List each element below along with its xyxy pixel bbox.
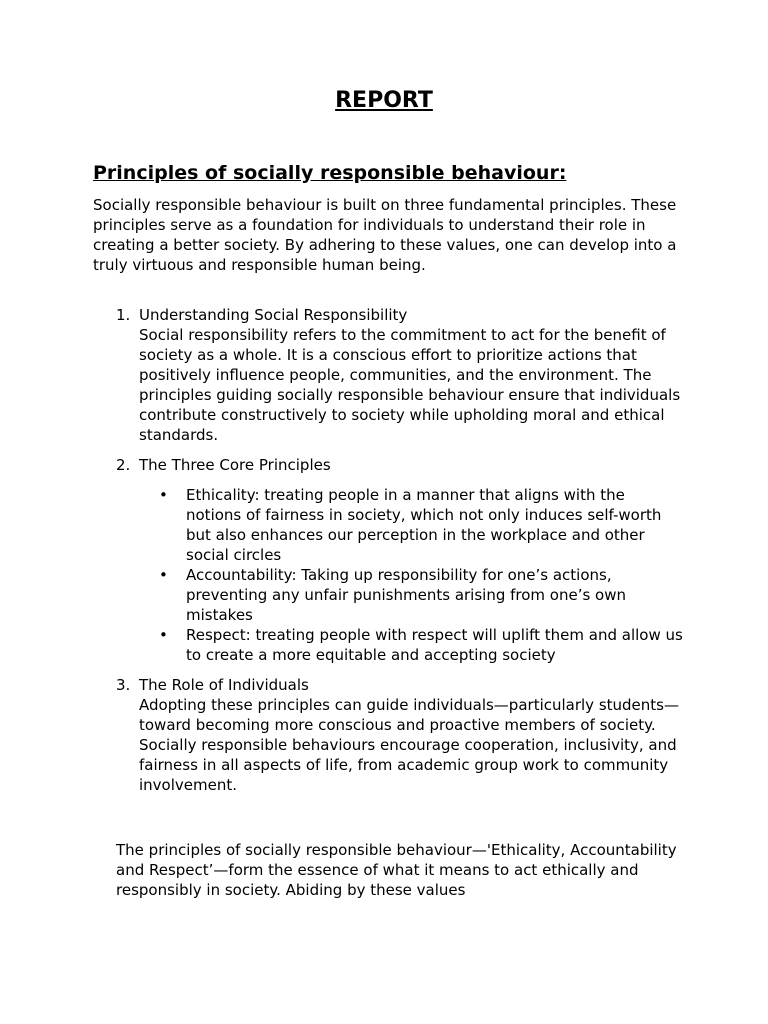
list-item <box>93 675 683 795</box>
list-item-body: Social responsibility refers to the commitment to act for the benefit of society as a whole. It is a conscious effort to prioritize actions that positively influence people, communities, and the environment. The principles guiding socially responsible behaviour ensure that individuals contribute constructively to society while upholding moral and ethical standards. <box>139 326 681 444</box>
bullet-text: Ethicality: treating people in a manner that aligns with the notions of fairness in society, which not only induces self-worth but also enhances our perception in the workplace and other social circles <box>186 486 662 564</box>
bullet-icon: • <box>159 486 168 504</box>
report-title: REPORT <box>335 88 433 113</box>
list-number: 1. <box>116 306 131 324</box>
list-item <box>93 305 683 445</box>
list-item-title: The Three Core Principles <box>139 456 331 474</box>
list-number: 2. <box>116 456 131 474</box>
closing-paragraph: The principles of socially responsible behaviour—'Ethicality, Accountability and Respect’—form the essence of what it means to act ethically and responsibly in society. Abiding by these values <box>116 841 677 899</box>
section-heading: Principles of socially responsible behaviour: <box>93 162 567 184</box>
bullet-item <box>139 485 683 565</box>
intro-paragraph: Socially responsible behaviour is built on three fundamental principles. These principles serve as a foundation for individuals to understand their role in creating a better society. By adhering to these values, one can develop into a truly virtuous and responsible human being. <box>93 196 677 274</box>
bullet-item <box>139 565 683 625</box>
list-item-title: The Role of Individuals <box>139 676 309 694</box>
list-item <box>93 455 683 665</box>
list-item-title: Understanding Social Responsibility <box>139 306 408 324</box>
bullet-icon: • <box>159 566 168 584</box>
list-number: 3. <box>116 676 131 694</box>
list-item-body: Adopting these principles can guide individuals—particularly students—toward becoming more conscious and proactive members of society. Socially responsible behaviours encourage cooperation, inclusivity, and fairness in all aspects of life, from academic group work to community involvement. <box>139 696 679 794</box>
bullet-text: Accountability: Taking up responsibility for one’s actions, preventing any unfair punishments arising from one’s own mistakes <box>186 566 627 624</box>
bullet-icon: • <box>159 626 168 644</box>
principles-list <box>93 305 683 805</box>
bullet-item <box>139 625 683 665</box>
bullet-text: Respect: treating people with respect will uplift them and allow us to create a more equitable and accepting society <box>186 626 683 664</box>
core-principles-list <box>139 485 683 665</box>
